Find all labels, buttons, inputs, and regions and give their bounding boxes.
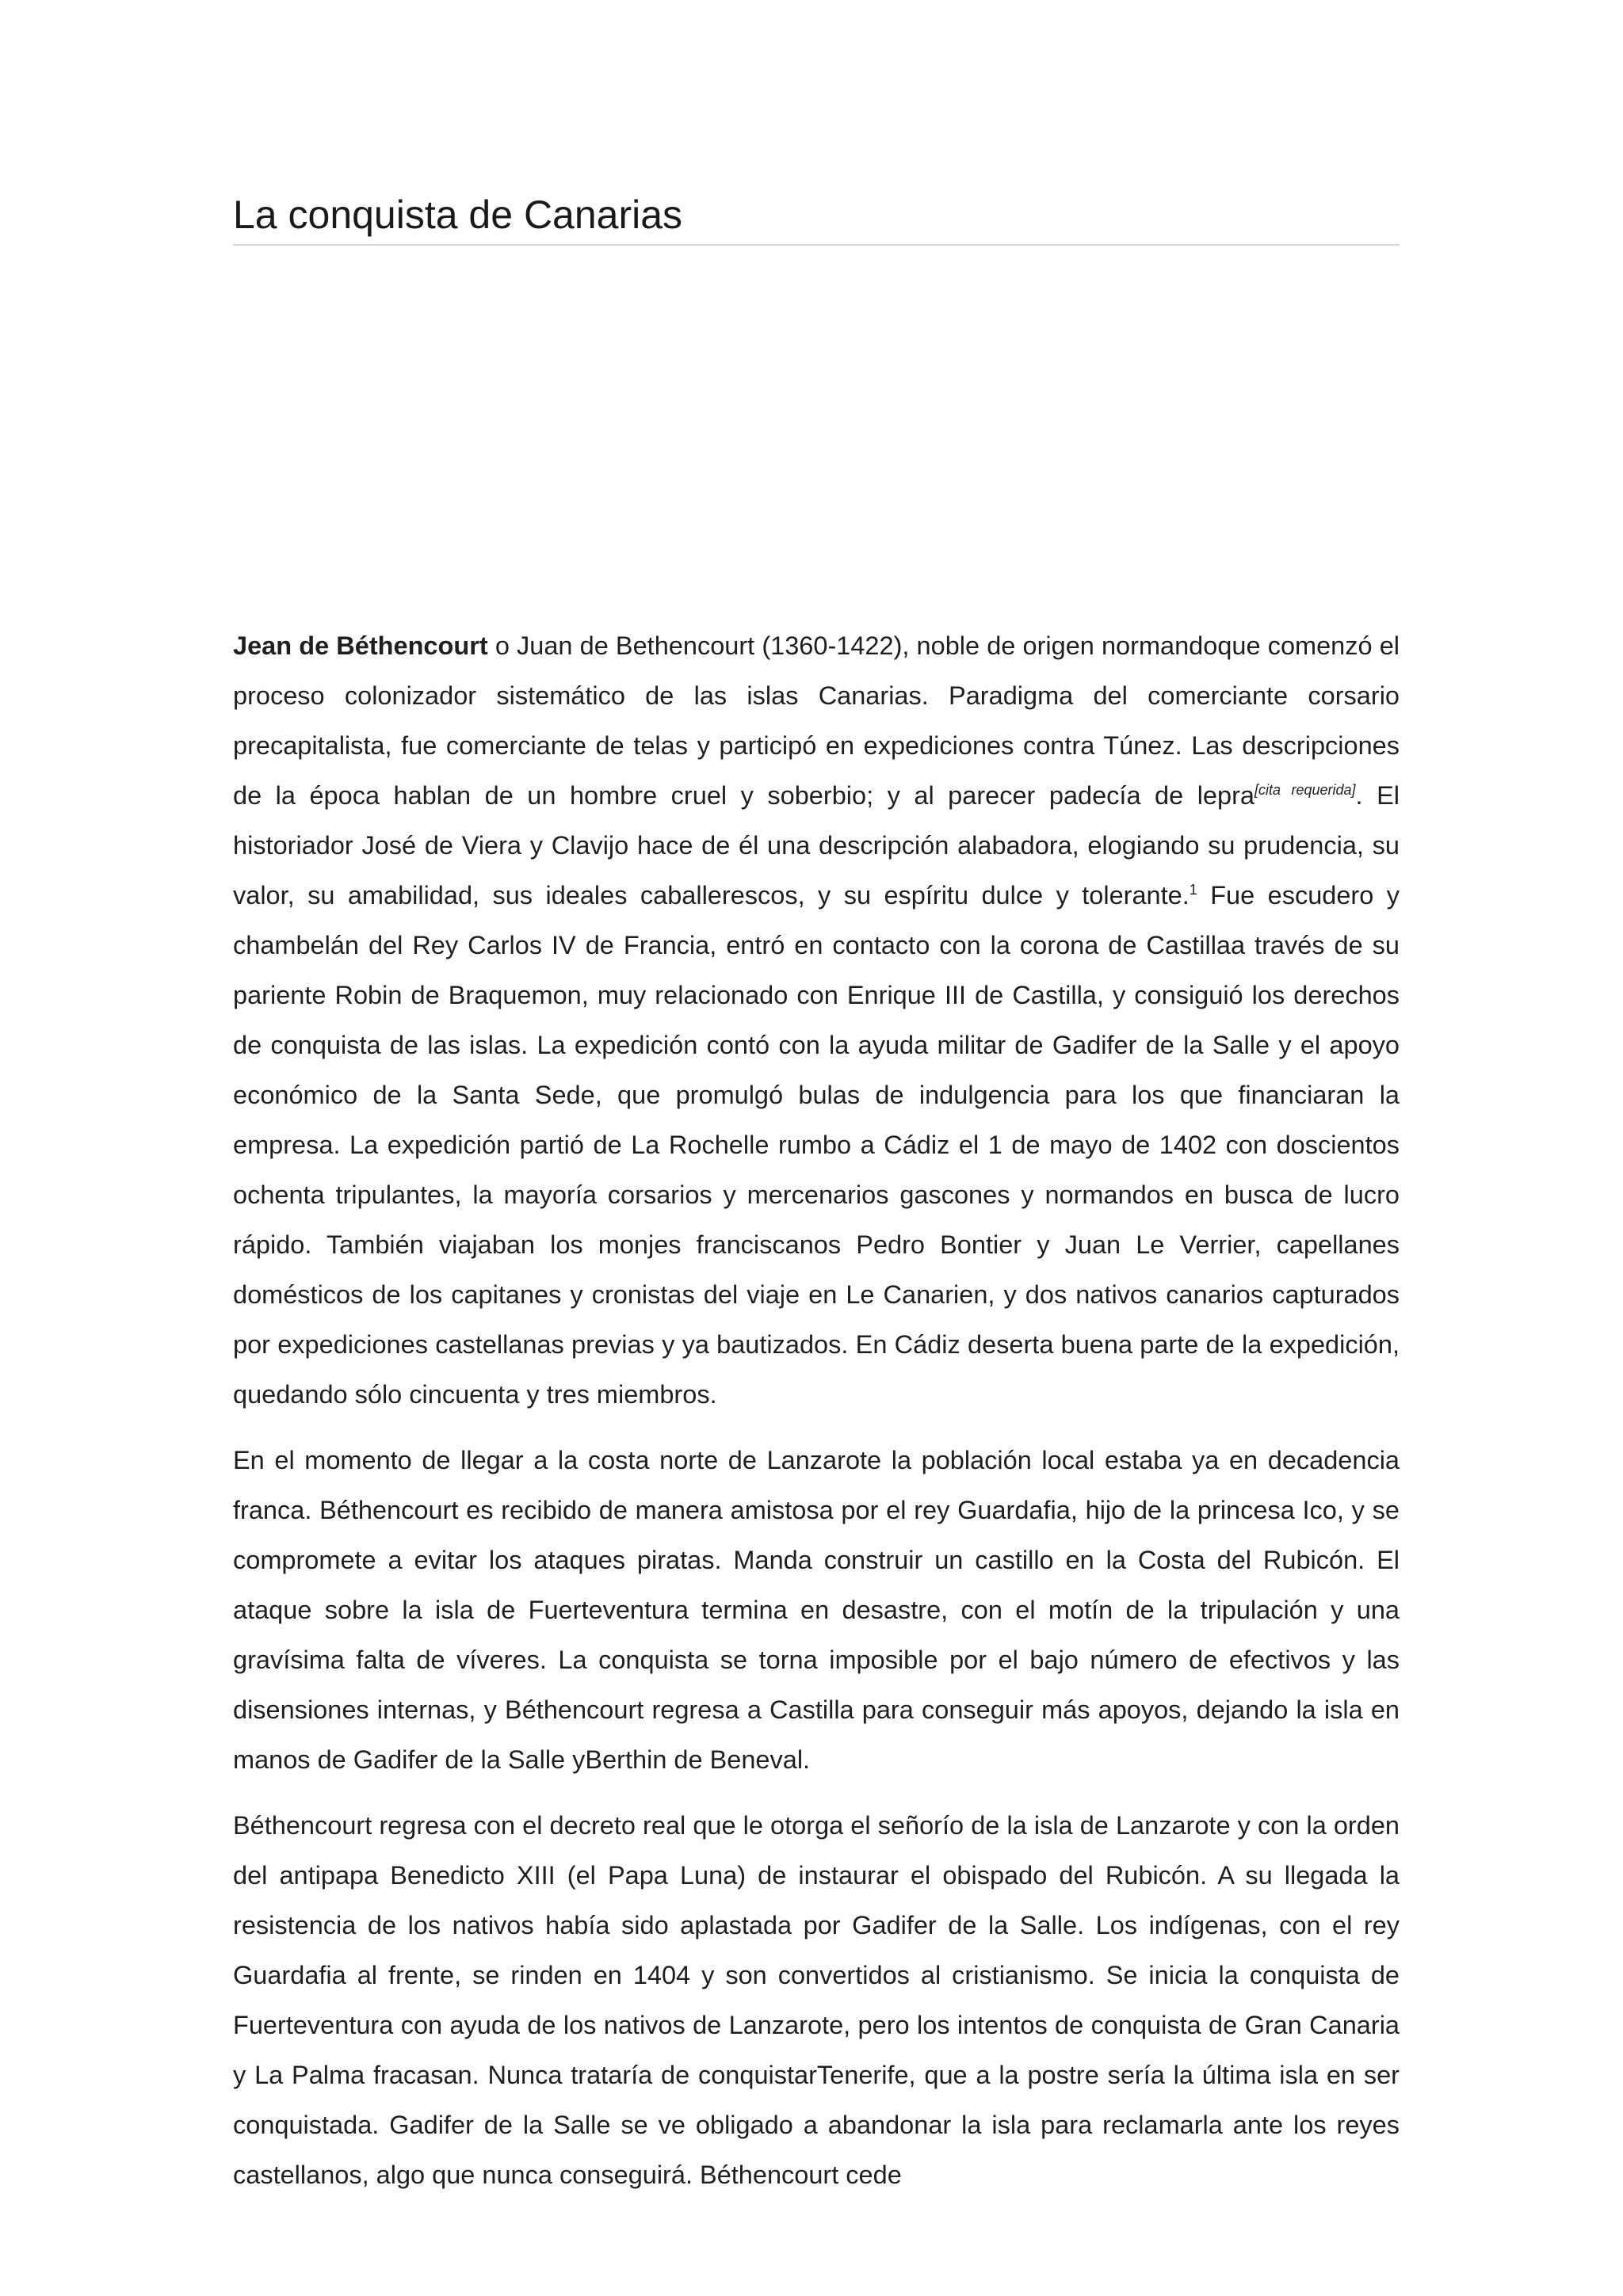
paragraph-1 [233,621,1400,1420]
article-body [233,621,1400,2198]
paragraph-2: En el momento de llegar a la costa norte de Lanzarote la población local estaba ya en decadencia franca. Béthencourt es recibido de manera amistosa por el rey Guardafia, hijo de la princesa Ico, y se compromete a evitar los ataques piratas. Manda construir un castillo en la Costa del Rubicón. El ataque sobre la isla de Fuerteventura termina en desastre, con el motín de la tripulación y una gravísima falta de víveres. La conquista se torna imposible por el bajo número de efectivos y las disensiones internas, y Béthencourt regresa a Castilla para conseguir más apoyos, dejando la isla en manos de Gadifer de la Salle yBerthin de Beneval. [233,1446,1400,1774]
paragraph-1-text-a: o Juan de Bethencourt (1360-1422), noble de origen normandoque comenzó el proceso colonizador sistemático de las islas Canarias. Paradigma del comerciante corsario precapitalista, fue comerciante de telas y participó en expediciones contra Túnez. Las descripciones de la época hablan de un hombre cruel y soberbio; y al parecer padecía de lepra [233,631,1400,810]
reference-marker[interactable]: 1 [1189,882,1197,898]
paragraph-1-text-b: . El historiador José de Viera y Clavijo hace de él una descripción alabadora, elogiando su prudencia, su valor, su amabilidad, sus ideales caballerescos, y su espíritu dulce y tolerante. [233,781,1400,910]
paragraph-3: Béthencourt regresa con el decreto real que le otorga el señorío de la isla de Lanzarote y con la orden del antipapa Benedicto XIII (el Papa Luna) de instaurar el obispado del Rubicón. A su llegada la resistencia de los nativos había sido aplastada por Gadifer de la Salle. Los indígenas, con el rey Guardafia al frente, se rinden en 1404 y son convertidos al cristianismo. Se inicia la conquista de Fuerteventura con ayuda de los nativos de Lanzarote, pero los intentos de conquista de Gran Canaria y La Palma fracasan. Nunca trataría de conquistarTenerife, que a la postre sería la última isla en ser conquistada. Gadifer de la Salle se ve obligado a abandonar la isla para reclamarla ante los reyes castellanos, algo que nunca conseguirá. Béthencourt cede [233,1811,1400,2189]
citation-needed-marker[interactable]: [cita requerida] [1254,782,1356,799]
paragraph-1-text-c: Fue escudero y chambelán del Rey Carlos IV de Francia, entró en contacto con la corona de Castillaa través de su pariente Robin de Braquemon, muy relacionado con Enrique III de Castilla, y consiguió los derechos de conquista de las islas. La expedición contó con la ayuda militar de Gadifer de la Salle y el apoyo económico de la Santa Sede, que promulgó bulas de indulgencia para los que financiaran la empresa. La expedición partió de La Rochelle rumbo a Cádiz el 1 de mayo de 1402 con doscientos ochenta tripulantes, la mayoría corsarios y mercenarios gascones y normandos en busca de lucro rápido. También viajaban los monjes franciscanos Pedro Bontier y Juan Le Verrier, capellanes domésticos de los capitanes y cronistas del viaje en Le Canarien, y dos nativos canarios capturados por expediciones castellanas previas y ya bautizados. En Cádiz deserta buena parte de la expedición, quedando sólo cincuenta y tres miembros. [233,881,1400,1409]
bold-lead-name: Jean de Béthencourt [233,631,488,660]
page-title: La conquista de Canarias [233,190,1400,246]
document-page [233,0,1400,2296]
